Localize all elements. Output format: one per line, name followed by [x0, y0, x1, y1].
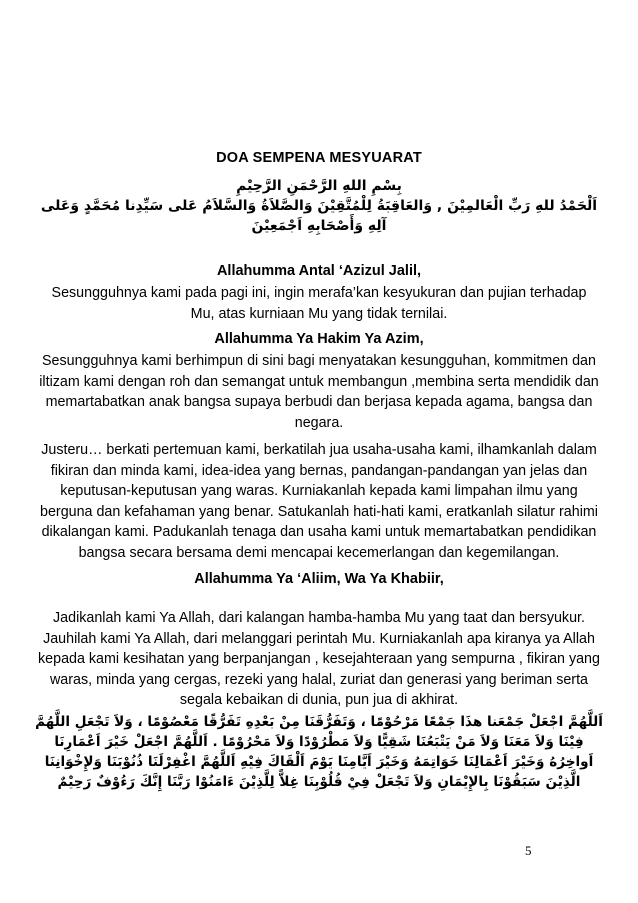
heading-ya-hakim-ya-azim: Allahumma Ya Hakim Ya Azim,	[214, 331, 424, 347]
paragraph-commitment: Sesungguhnya kami berhimpun di sini bagi menyatakan kesungguhan, kommitmen dan iltizam kami dengan roh dan semangat untuk membangun ,membina serta mendidik dan memartabatkan anak bangsa supaya berbudi dan berjasa kepada agama, bangsa dan negara.	[39, 353, 599, 431]
document-title: DOA SEMPENA MESYUARAT	[216, 150, 422, 166]
paragraph-supplication: Jadikanlah kami Ya Allah, dari kalangan hamba-hamba Mu yang taat dan bersyukur. Jauhilah kami Ya Allah, dari melanggari perintah Mu. Kurniakanlah apa kiranya ya Allah kepada kami kesihatan yang berpanjangan , kesejahteraan yang sempurna , fikiran yang waras, minda yang cergas, rezeki yang halal, zuriat dan generasi yang beriman serta segala kebaikan di dunia, pun jua di akhirat.	[38, 610, 600, 709]
paragraph-gratitude: Sesungguhnya kami pada pagi ini, ingin merafa’kan kesyukuran dan pujian terhadap Mu, atas kurniaan Mu yang tidak ternilai.	[51, 285, 587, 322]
arabic-closing-prayer: اَللَّهُمَّ اجْعَلْ جَمْعَنا هذَا جَمْعًا مَرْحُوْمًا ، وَتَفَرُّقَنَا مِنْ بَعْدِهِ تَفَرُّقًا مَعْصُوْمًا ، وَلاَ تَجْعَلِ اللَّهُمَّ فِيْنَا وَلاَ مَعَنَا وَلاَ مَنْ يَتْبَعُنَا شَقِيًّا وَلاَ مَطْرُوْدًا وَلاَ مَحْرُوْمًا . اَللَّهُمَّ اجْعَلْ خَيْرَ اَعْمَارِنَا اَواخِرُهُ وَخَيْرَ اَعْمَالِنَا خَوَاتِمَهُ وَخَيْرَ اَيَّامِنَا يَوْمَ اَلْقَاكَ فِيْهِ اَللَّهُمَّ اغْفِرْلَنَا ذُنُوْبَنَا وَلإِخْوَانِنَا الَّذِيْنَ سَبَقُوْنَا بِالإِيْمَانِ وَلاَ تَجْعَلْ فِيْ قُلُوْبِنَا غِلاًّ لِلَّذِيْنَ ءَامَنُوْا رَبَّنَا إِنَّكَ رَءُوْفٌ رَحِيْمٌ	[35, 714, 603, 790]
paragraph-blessing-request: Justeru… berkati pertemuan kami, berkatilah jua usaha-usaha kami, ilhamkanlah dalam fikiran dan minda kami, idea-idea yang bernas, pandangan-pandangan yan jelas dan keputusan-keputusan yang waras. Kurniakanlah kepada kami limpahan ilmu yang berguna dan kefahaman yang benar. Satukanlah hati-hati kami, eratkanlah silatur rahimi dikalangan kami. Padukanlah tenaga dan usaha kami untuk memartabatkan pendidikan bangsa secara bersama demi mencapai kecemerlangan dan kegemilangan.	[40, 442, 598, 561]
page-number: 5	[525, 843, 532, 858]
arabic-basmala: بِسْمِ اللهِ الرَّحْمَنِ الرَّحِيْمِ	[236, 178, 402, 194]
heading-antal-azizul-jalil: Allahumma Antal ‘Azizul Jalil,	[216, 263, 422, 279]
arabic-opening-prayer: اَلْحَمْدُ للهِ رَبِّ الْعَالمِيْنَ , وَالعَاقِبَةُ لِلْمُتَّقِيْنَ وَالصَّلاَةُ وَالسَّلاَمُ عَلى سَيِّدِنا مُحَمَّدٍ وَعَلى آلِهِ وَأَصْحَابِهِ اَجْمَعِيْنَ	[40, 198, 598, 234]
heading-ya-aliim-wa-ya-khabiir: Allahumma Ya ‘Aliim, Wa Ya Khabiir,	[194, 571, 444, 587]
